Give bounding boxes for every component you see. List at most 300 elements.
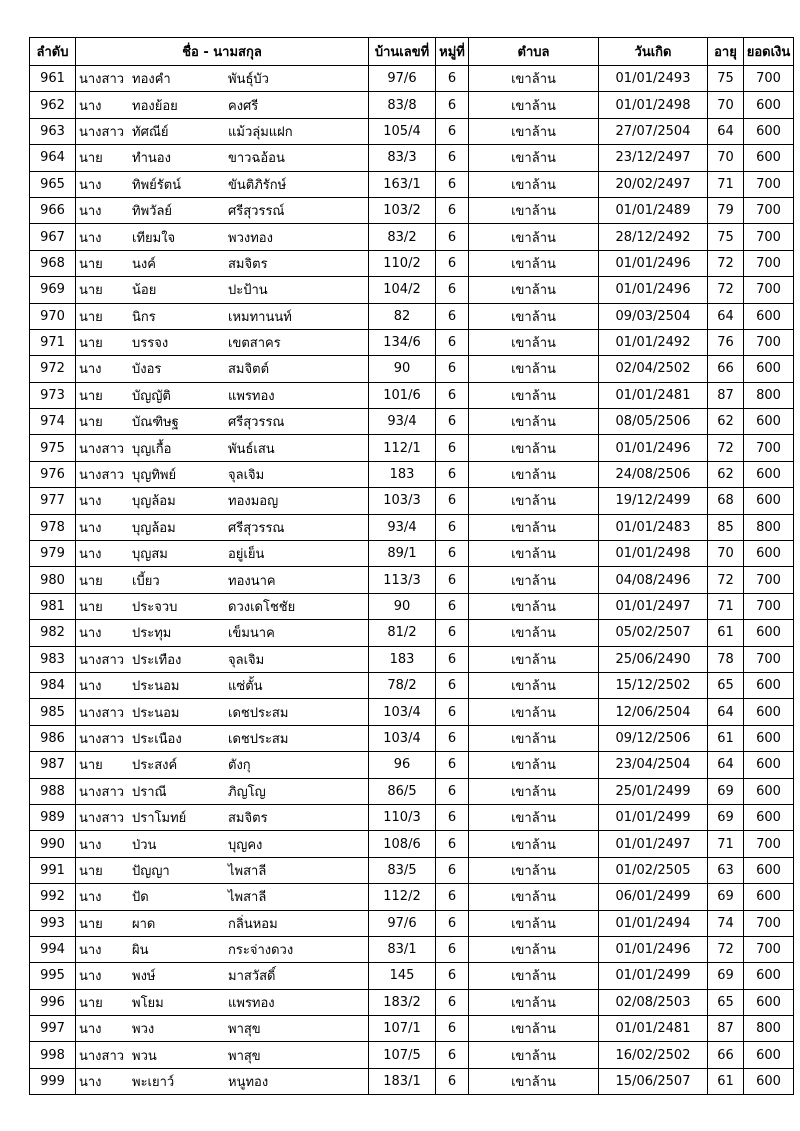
cell-tambon: เขาล้าน [469,92,599,118]
cell-house: 90 [369,593,436,619]
table-row [30,989,794,1015]
cell-amount: 600 [744,356,794,382]
cell-no: 971 [30,329,76,355]
table-row [30,92,794,118]
cell-age: 70 [708,541,744,567]
cell-moo: 6 [436,277,469,303]
table-row [30,910,794,936]
name-last: เหมทานนท์ [228,309,292,325]
cell-tambon: เขาล้าน [469,620,599,646]
cell-birth: 02/04/2502 [599,356,708,382]
name-first: ทองย้อย [132,98,178,114]
name-title: นาง [79,547,102,563]
cell-moo: 6 [436,831,469,857]
name-first: ป่วน [132,837,157,853]
cell-tambon: เขาล้าน [469,329,599,355]
name-title: นางสาว [79,652,125,668]
cell-amount: 600 [744,620,794,646]
cell-tambon: เขาล้าน [469,409,599,435]
cell-amount: 600 [744,725,794,751]
cell-amount: 600 [744,752,794,778]
name-first: ประทุม [132,626,172,642]
name-first: ประนอม [132,679,180,695]
name-first: ทิพวัลย์ [132,204,173,220]
cell-name [76,118,369,144]
cell-house: 112/1 [369,435,436,461]
name-last: อยู่เย็น [228,547,265,563]
name-first: พะเยาว์ [132,1075,175,1091]
cell-amount: 600 [744,963,794,989]
cell-house: 90 [369,356,436,382]
cell-name [76,699,369,725]
cell-age: 71 [708,593,744,619]
table-row [30,804,794,830]
cell-birth: 05/02/2507 [599,620,708,646]
name-last: สมจิตร [228,256,268,272]
name-first: นิกร [132,309,156,325]
cell-age: 61 [708,1068,744,1094]
cell-house: 103/4 [369,699,436,725]
table-row [30,725,794,751]
cell-house: 113/3 [369,567,436,593]
cell-house: 81/2 [369,620,436,646]
cell-birth: 24/08/2506 [599,461,708,487]
name-first: ประเนือง [132,731,182,747]
cell-name [76,593,369,619]
name-title: นาง [79,362,102,378]
cell-age: 85 [708,514,744,540]
cell-amount: 700 [744,646,794,672]
name-first: นงค์ [132,256,156,272]
cell-house: 78/2 [369,672,436,698]
cell-moo: 6 [436,66,469,92]
cell-house: 103/2 [369,197,436,223]
cell-house: 83/5 [369,857,436,883]
cell-name [76,92,369,118]
cell-age: 72 [708,567,744,593]
table-row [30,884,794,910]
cell-birth: 09/03/2504 [599,303,708,329]
name-first: พวน [132,1048,157,1064]
name-first: ทองคำ [132,72,171,88]
name-last: ตังกุ [228,758,251,774]
name-last: ศรีสุวรรณ [228,415,285,431]
header-house: บ้านเลขที่ [369,38,436,66]
cell-birth: 01/01/2497 [599,831,708,857]
cell-no: 961 [30,66,76,92]
cell-house: 163/1 [369,171,436,197]
name-title: นาง [79,520,102,536]
name-first: ประนอม [132,705,180,721]
cell-tambon: เขาล้าน [469,884,599,910]
cell-amount: 700 [744,593,794,619]
cell-no: 983 [30,646,76,672]
table-row [30,382,794,408]
cell-amount: 600 [744,1068,794,1094]
cell-birth: 01/01/2498 [599,92,708,118]
cell-age: 69 [708,963,744,989]
cell-name [76,963,369,989]
cell-house: 83/1 [369,936,436,962]
cell-tambon: เขาล้าน [469,910,599,936]
header-row [30,38,794,66]
name-last: ปะป้าน [228,283,268,299]
cell-age: 72 [708,435,744,461]
cell-no: 993 [30,910,76,936]
cell-no: 984 [30,672,76,698]
table-row [30,857,794,883]
cell-tambon: เขาล้าน [469,66,599,92]
cell-tambon: เขาล้าน [469,567,599,593]
name-title: นาย [79,573,103,589]
cell-moo: 6 [436,963,469,989]
cell-birth: 01/01/2496 [599,435,708,461]
cell-amount: 700 [744,66,794,92]
cell-amount: 600 [744,672,794,698]
cell-no: 978 [30,514,76,540]
name-title: นาย [79,256,103,272]
cell-name [76,435,369,461]
cell-amount: 700 [744,936,794,962]
name-last: เขตสาคร [228,336,281,352]
cell-no: 970 [30,303,76,329]
cell-tambon: เขาล้าน [469,303,599,329]
name-title: นาย [79,916,103,932]
cell-house: 83/8 [369,92,436,118]
cell-name [76,620,369,646]
table-row [30,277,794,303]
cell-tambon: เขาล้าน [469,277,599,303]
cell-no: 962 [30,92,76,118]
cell-house: 110/3 [369,804,436,830]
cell-tambon: เขาล้าน [469,963,599,989]
name-last: พวงทอง [228,230,273,246]
cell-no: 982 [30,620,76,646]
name-last: ศรีสุวรรณ์ [228,204,285,220]
cell-no: 963 [30,118,76,144]
cell-birth: 23/12/2497 [599,145,708,171]
name-title: นาย [79,388,103,404]
cell-house: 105/4 [369,118,436,144]
cell-age: 79 [708,197,744,223]
table-row [30,672,794,698]
cell-moo: 6 [436,303,469,329]
name-last: ขันติภิรักษ์ [228,177,287,193]
name-title: นาง [79,943,102,959]
cell-moo: 6 [436,197,469,223]
cell-house: 145 [369,963,436,989]
cell-tambon: เขาล้าน [469,752,599,778]
cell-house: 183 [369,461,436,487]
table-row [30,936,794,962]
cell-age: 74 [708,910,744,936]
cell-birth: 08/05/2506 [599,409,708,435]
cell-amount: 600 [744,145,794,171]
cell-no: 990 [30,831,76,857]
name-title: นางสาว [79,811,125,827]
header-tambon: ตำบล [469,38,599,66]
table-row [30,699,794,725]
cell-tambon: เขาล้าน [469,356,599,382]
name-last: แพรทอง [228,995,275,1011]
cell-name [76,145,369,171]
table-row [30,303,794,329]
cell-birth: 27/07/2504 [599,118,708,144]
name-first: บุญทิพย์ [132,468,177,484]
cell-house: 107/5 [369,1042,436,1068]
cell-amount: 600 [744,884,794,910]
cell-house: 97/6 [369,66,436,92]
name-first: พวง [132,1022,155,1038]
table-row [30,646,794,672]
cell-no: 988 [30,778,76,804]
cell-no: 989 [30,804,76,830]
cell-house: 83/3 [369,145,436,171]
name-last: คงศรี [228,98,259,114]
table-row [30,461,794,487]
name-first: บุญล้อม [132,494,176,510]
cell-tambon: เขาล้าน [469,989,599,1015]
cell-house: 183 [369,646,436,672]
cell-name [76,778,369,804]
cell-name [76,488,369,514]
cell-moo: 6 [436,778,469,804]
cell-no: 968 [30,250,76,276]
name-title: นาง [79,626,102,642]
name-last: หนูทอง [228,1075,269,1091]
cell-tambon: เขาล้าน [469,435,599,461]
cell-amount: 700 [744,567,794,593]
cell-tambon: เขาล้าน [469,514,599,540]
cell-house: 82 [369,303,436,329]
cell-age: 65 [708,989,744,1015]
cell-house: 112/2 [369,884,436,910]
cell-age: 71 [708,831,744,857]
cell-no: 972 [30,356,76,382]
cell-house: 110/2 [369,250,436,276]
table-row [30,1068,794,1094]
cell-moo: 6 [436,620,469,646]
name-first: ประสงค์ [132,758,178,774]
cell-house: 107/1 [369,1016,436,1042]
name-first: ปราโมทย์ [132,811,187,827]
name-last: เดชประสม [228,705,289,721]
cell-age: 78 [708,646,744,672]
cell-moo: 6 [436,171,469,197]
cell-name [76,303,369,329]
cell-age: 69 [708,804,744,830]
cell-age: 61 [708,725,744,751]
cell-name [76,224,369,250]
cell-birth: 01/01/2499 [599,804,708,830]
name-last: สมจิตร [228,811,268,827]
cell-birth: 01/01/2494 [599,910,708,936]
name-first: บุญสม [132,547,168,563]
cell-name [76,752,369,778]
name-last: สมจิตต์ [228,362,270,378]
cell-tambon: เขาล้าน [469,831,599,857]
name-first: บุญล้อม [132,520,176,536]
table-row [30,620,794,646]
name-first: น้อย [132,283,157,299]
cell-house: 108/6 [369,831,436,857]
name-last: เข็มนาค [228,626,275,642]
cell-amount: 800 [744,1016,794,1042]
cell-amount: 600 [744,778,794,804]
table-row [30,541,794,567]
table-row [30,488,794,514]
cell-name [76,541,369,567]
name-title: นาง [79,98,102,114]
cell-no: 966 [30,197,76,223]
cell-amount: 700 [744,277,794,303]
cell-name [76,1016,369,1042]
cell-no: 969 [30,277,76,303]
name-last: ขาวฉอ้อน [228,151,285,167]
cell-name [76,1042,369,1068]
cell-name [76,857,369,883]
cell-age: 65 [708,672,744,698]
cell-house: 93/4 [369,514,436,540]
cell-moo: 6 [436,567,469,593]
cell-no: 981 [30,593,76,619]
cell-tambon: เขาล้าน [469,488,599,514]
cell-tambon: เขาล้าน [469,145,599,171]
cell-age: 76 [708,329,744,355]
cell-birth: 02/08/2503 [599,989,708,1015]
cell-moo: 6 [436,356,469,382]
cell-birth: 01/01/2496 [599,250,708,276]
cell-moo: 6 [436,725,469,751]
cell-birth: 12/06/2504 [599,699,708,725]
cell-no: 964 [30,145,76,171]
cell-name [76,382,369,408]
name-last: ทองมอญ [228,494,279,510]
cell-name [76,567,369,593]
name-last: ดวงเดโชชัย [228,600,296,615]
cell-birth: 01/01/2496 [599,936,708,962]
cell-age: 70 [708,92,744,118]
cell-name [76,831,369,857]
cell-age: 72 [708,277,744,303]
cell-no: 987 [30,752,76,778]
cell-moo: 6 [436,514,469,540]
name-title: นาง [79,969,102,985]
cell-moo: 6 [436,752,469,778]
cell-no: 975 [30,435,76,461]
cell-moo: 6 [436,409,469,435]
cell-birth: 01/02/2505 [599,857,708,883]
name-last: จุลเจิม [228,652,265,668]
cell-tambon: เขาล้าน [469,171,599,197]
name-last: กระจ่างดวง [228,943,294,959]
name-last: ภิญโญ [228,784,266,800]
cell-moo: 6 [436,224,469,250]
cell-no: 994 [30,936,76,962]
cell-birth: 01/01/2481 [599,382,708,408]
cell-age: 64 [708,303,744,329]
cell-birth: 01/01/2483 [599,514,708,540]
name-title: นาง [79,890,102,906]
cell-moo: 6 [436,461,469,487]
name-title: นาง [79,177,102,193]
name-last: ศรีสุวรรณ [228,520,285,536]
cell-amount: 600 [744,541,794,567]
cell-no: 977 [30,488,76,514]
cell-tambon: เขาล้าน [469,118,599,144]
name-first: พโยม [132,995,164,1011]
table-row [30,250,794,276]
name-title: นาย [79,336,103,352]
cell-birth: 15/06/2507 [599,1068,708,1094]
cell-amount: 600 [744,989,794,1015]
name-first: เทียมใจ [132,230,176,246]
name-title: นางสาว [79,72,125,88]
cell-birth: 01/01/2489 [599,197,708,223]
cell-tambon: เขาล้าน [469,672,599,698]
cell-birth: 01/01/2498 [599,541,708,567]
cell-amount: 700 [744,224,794,250]
cell-birth: 01/01/2493 [599,66,708,92]
cell-house: 101/6 [369,382,436,408]
table-row [30,329,794,355]
cell-age: 72 [708,250,744,276]
cell-moo: 6 [436,435,469,461]
cell-house: 103/4 [369,725,436,751]
table-row [30,224,794,250]
cell-name [76,197,369,223]
cell-tambon: เขาล้าน [469,1042,599,1068]
cell-moo: 6 [436,910,469,936]
name-title: นางสาว [79,1048,125,1064]
cell-birth: 01/01/2496 [599,277,708,303]
cell-name [76,884,369,910]
cell-moo: 6 [436,1042,469,1068]
cell-moo: 6 [436,699,469,725]
cell-age: 61 [708,620,744,646]
cell-age: 75 [708,224,744,250]
table-row [30,435,794,461]
cell-house: 89/1 [369,541,436,567]
cell-no: 995 [30,963,76,989]
table-body [30,66,794,1095]
cell-name [76,989,369,1015]
name-first: ปราณี [132,784,167,800]
name-first: ประเทือง [132,652,182,668]
cell-name [76,514,369,540]
name-first: ผิน [132,943,149,959]
name-title: นาย [79,415,103,431]
table-row [30,145,794,171]
cell-house: 83/2 [369,224,436,250]
name-title: นาง [79,679,102,695]
name-title: นางสาว [79,705,125,721]
name-last: พาสุข [228,1022,261,1038]
cell-moo: 6 [436,989,469,1015]
name-title: นาย [79,600,103,615]
name-last: พันธ์เสน [228,441,275,457]
cell-amount: 700 [744,171,794,197]
cell-moo: 6 [436,936,469,962]
cell-no: 998 [30,1042,76,1068]
name-title: นาง [79,204,102,220]
cell-tambon: เขาล้าน [469,593,599,619]
cell-name [76,356,369,382]
name-first: ปัด [132,890,149,906]
cell-moo: 6 [436,541,469,567]
cell-birth: 01/01/2492 [599,329,708,355]
cell-amount: 600 [744,461,794,487]
